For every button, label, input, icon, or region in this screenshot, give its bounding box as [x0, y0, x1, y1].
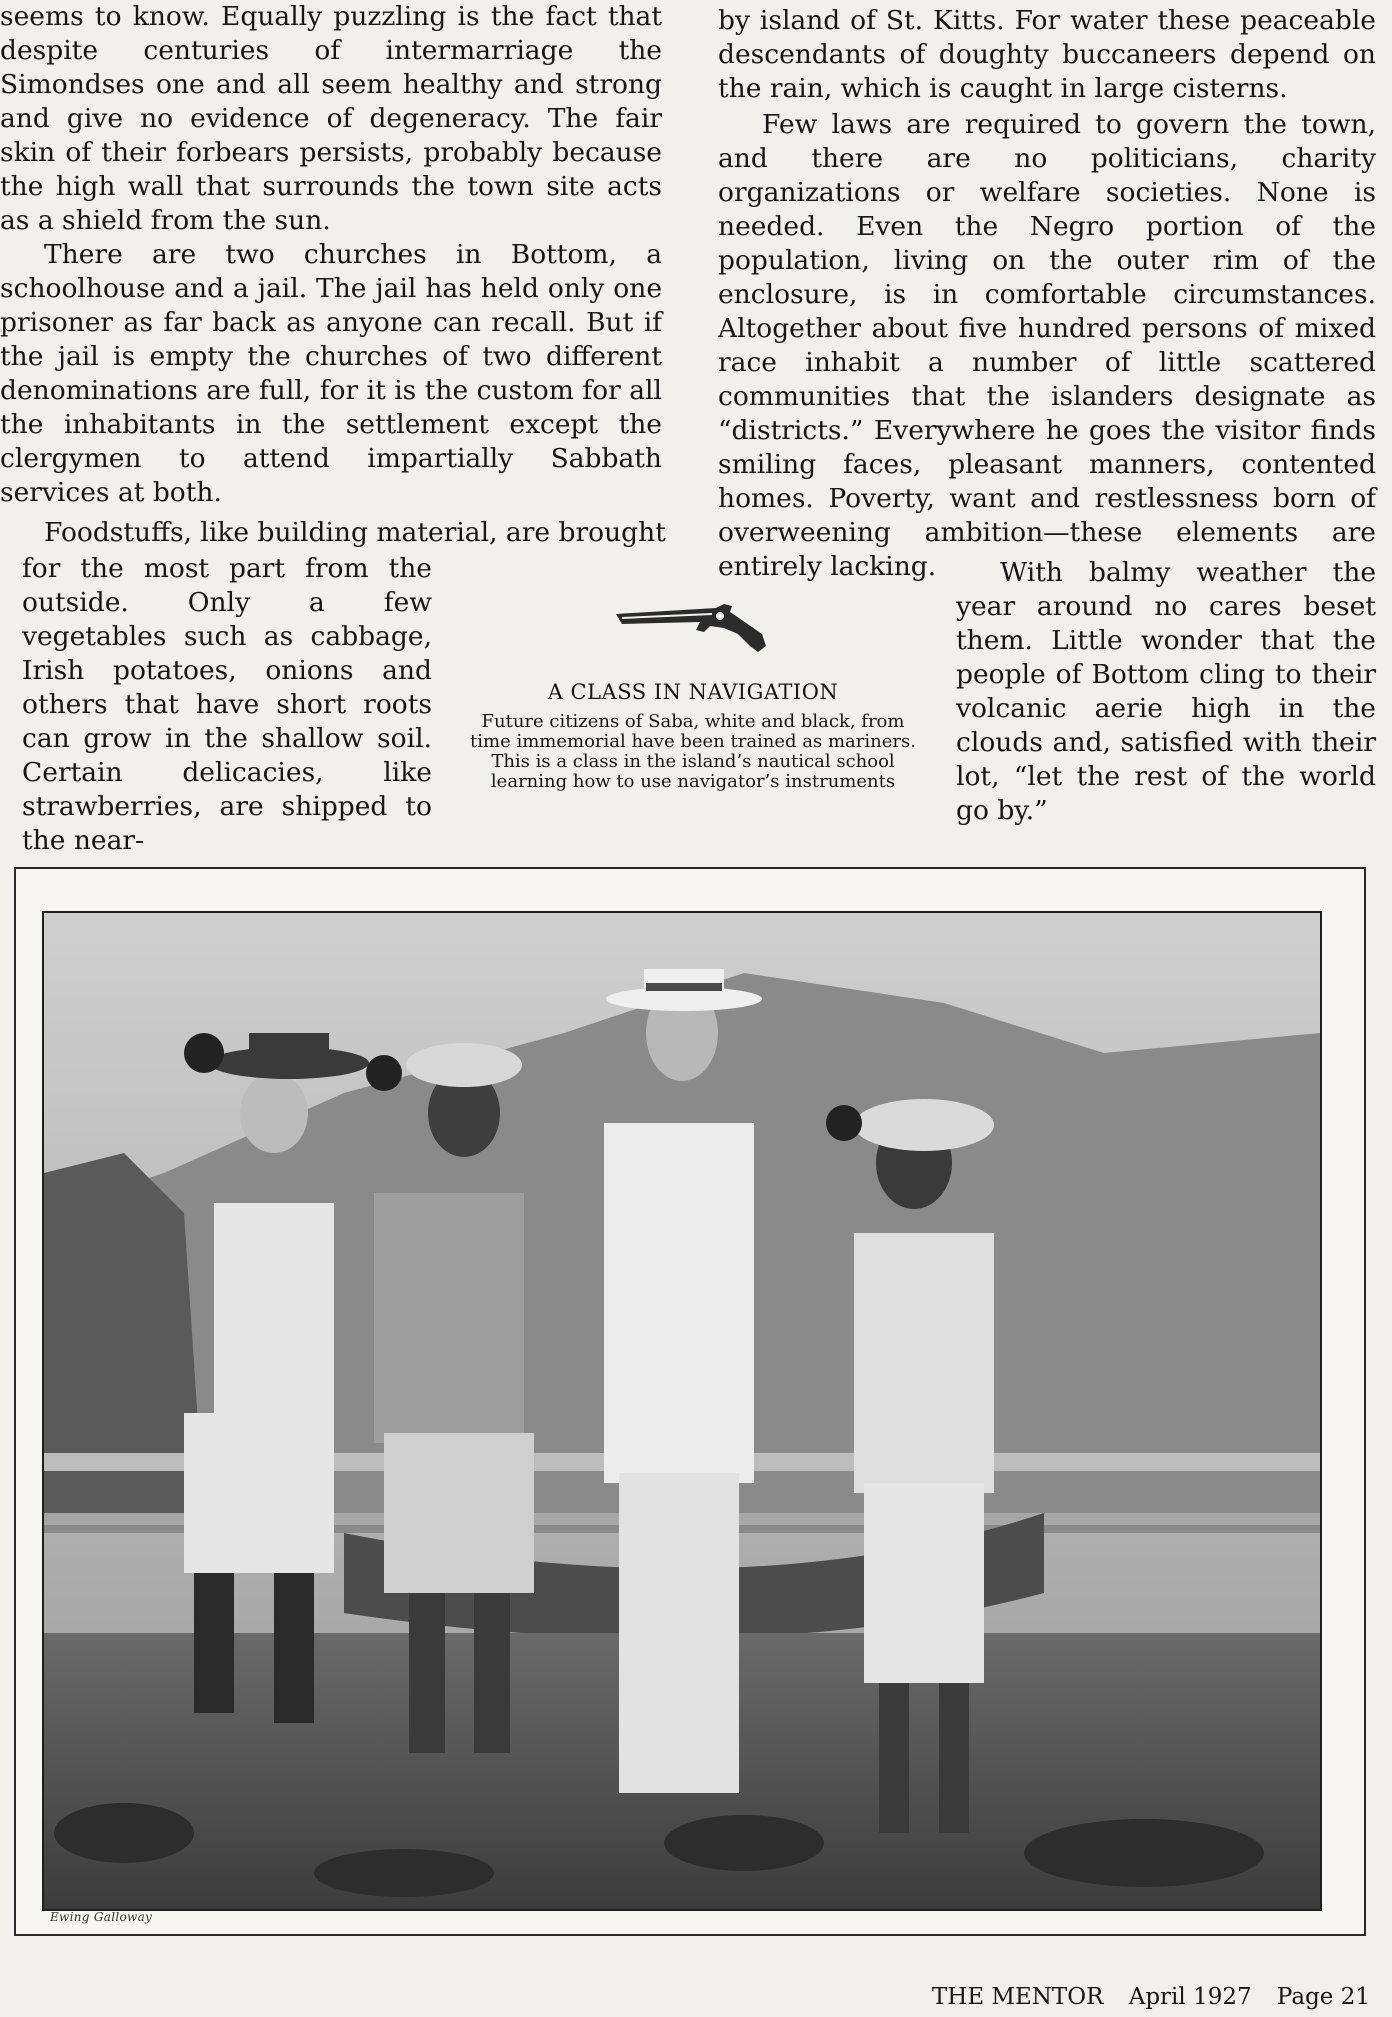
right-paragraph-1: by island of St. Kitts. For water these peaceable descendants of doughty buccaneers depend on the rain, which is caught in large cisterns.	[718, 5, 1376, 104]
caption-block	[462, 590, 924, 792]
page-number: Page 21	[1276, 1984, 1370, 2010]
right-paragraph-2: Few laws are required to govern the town, and there are no politicians, charity organizations or welfare societies. None is needed. Even the Negro portion of the population, living on the outer rim of the enclosure, is in comfortable circumstances. Altogether about five hundred persons of mixed race inhabit a number of little scattered communities that the islanders designate as “districts.” Everywhere he goes the visitor finds smiling faces, pleasant manners, contented homes. Poverty, want and restlessness born of overweening ambition—these elements are entirely lacking.	[718, 109, 1376, 582]
left-narrow-paragraph: for the most part from the outside. Only a few vegetables such as cabbage, Irish potatoes, onions and others that have short roots can grow in the shallow soil. Certain delicacies, like strawberries, are shipped to the near-	[22, 553, 432, 856]
caption-text: Future citizens of Saba, white and black, from time immemorial have been trained as mariners. This is a class in the island’s nautical school learning how to use navigator’s instruments	[470, 711, 916, 792]
left-paragraph-2: There are two churches in Bottom, a schoolhouse and a jail. The jail has held only one prisoner as far back as anyone can recall. But if the jail is empty the churches of two different denominations are full, for it is the custom for all the inhabitants in the settlement except the clergymen to attend impartially Sabbath services at both.	[0, 239, 662, 508]
pistol-icon	[612, 590, 772, 660]
right-narrow-paragraph: With balmy weather the year around no cares beset them. Little wonder that the people of Bottom cling to their volcanic aerie high in the clouds and, satisfied with their lot, “let the rest of the world go by.”	[956, 557, 1376, 826]
photo-icon	[44, 913, 1320, 1909]
left-paragraph-1: seems to know. Equally puzzling is the fact that despite centuries of intermarriage the Simondses one and all seem healthy and strong and give no evidence of degeneracy. The fair skin of their forbears persists, probably because the high wall that surrounds the town site acts as a shield from the sun.	[0, 1, 662, 236]
left-paragraph-3: Foodstuffs, like building material, are brought	[44, 517, 666, 548]
photo-credit: Ewing Galloway	[50, 1910, 153, 1924]
publication-name: THE MENTOR	[931, 1984, 1104, 2010]
caption-title: A CLASS IN NAVIGATION	[547, 680, 839, 704]
page-footer	[932, 1984, 1370, 2010]
photograph	[42, 911, 1322, 1911]
issue-date: April 1927	[1128, 1984, 1252, 2010]
